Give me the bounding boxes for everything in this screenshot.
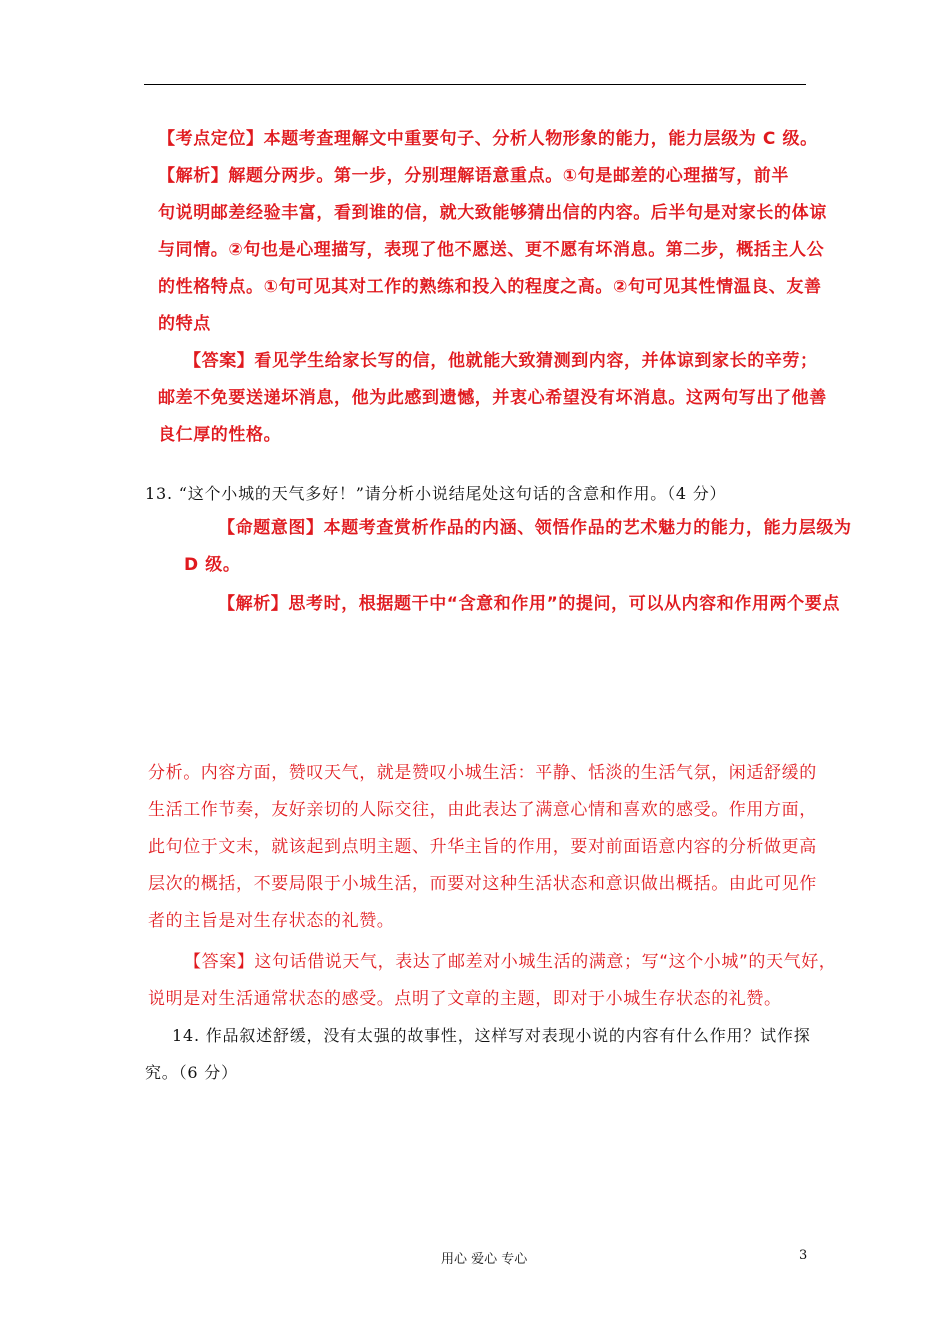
q12-jiexi-line: 句说明邮差经验丰富，看到谁的信，就大致能够猜出信的内容。后半句是对家长的体谅 [158,203,827,223]
q12-daan-first [184,343,818,380]
q13-jiexi-line: 【解析】思考时，根据题干中“含意和作用”的提问，可以从内容和作用两个要点 [218,594,840,614]
q13-daan-line: 【答案】这句话借说天气，表达了邮差对小城生活的满意；写“这个小城”的天气好， [184,952,837,972]
q14-question-line: 14. 作品叙述舒缓，没有太强的故事性，这样写对表现小说的内容有什么作用？试作探 [172,1026,811,1045]
q13-mingti-second [184,547,240,584]
q13-jiexi-line: 层次的概括，不要局限于小城生活，而要对这种生活状态和意识做出概括。由此可见作 [148,874,817,894]
q12-jiexi [158,158,858,343]
q12-daan-line: 邮差不免要送递坏消息，他为此感到遗憾，并衷心希望没有坏消息。这两句写出了他善 [158,388,827,408]
q13-jiexi-line: 此句位于文末，就该起到点明主题、升华主旨的作用，要对前面语意内容的分析做更高 [148,837,817,857]
q13-daan-line: 说明是对生活通常状态的感受。点明了文章的主题，即对于小城生存状态的礼赞。 [148,989,782,1009]
q14-question-line: 究。（6 分） [145,1063,238,1082]
q12-jiexi-line: 的特点 [158,314,211,334]
q12-kaodian-text: 【考点定位】本题考查理解文中重要句子、分析人物形象的能力，能力层级为 C 级。 [158,129,818,149]
header-rule [144,84,806,85]
q12-daan-line: 良仁厚的性格。 [158,425,282,445]
q13-question-text: 13. “这个小城的天气多好！”请分析小说结尾处这句话的含意和作用。（4 分） [145,484,727,503]
q12-jiexi-line: 【解析】解题分两步。第一步，分别理解语意重点。①句是邮差的心理描写，前半 [158,166,789,186]
q13-mingti-first [218,510,852,547]
q12-jiexi-line: 与同情。②句也是心理描写，表现了他不愿送、更不愿有坏消息。第二步，概括主人公 [158,240,825,260]
q13-jiexi-line: 者的主旨是对生存状态的礼赞。 [148,911,395,931]
footer-motto: 用心 爱心 专心 [441,1252,528,1267]
q13-daan-first [184,944,836,981]
q12-kaodian [158,121,818,158]
q12-jiexi-line: 的性格特点。①句可见其对工作的熟练和投入的程度之高。②句可见其性情温良、友善 [158,277,822,297]
q13-jiexi-line: 分析。内容方面，赞叹天气，就是赞叹小城生活：平静、恬淡的生活气氛，闲适舒缓的 [148,763,817,783]
q13-mingti-line: D 级。 [184,555,241,575]
q13-jiexi-first [218,586,840,623]
page-number: 3 [799,1248,808,1263]
q13-mingti-line: 【命题意图】本题考查赏析作品的内涵、领悟作品的艺术魅力的能力，能力层级为 [218,518,852,538]
q13-question [145,475,726,512]
q12-daan-rest [158,380,827,454]
q14-question-second [145,1054,238,1091]
q13-jiexi-rest [148,755,848,940]
q14-question-first [172,1017,811,1054]
q13-jiexi-line: 生活工作节奏，友好亲切的人际交往，由此表达了满意心情和喜欢的感受。作用方面， [148,800,817,820]
q12-daan-line: 【答案】看见学生给家长写的信，他就能大致猜测到内容，并体谅到家长的辛劳； [184,351,818,371]
q13-daan-second [148,981,782,1018]
